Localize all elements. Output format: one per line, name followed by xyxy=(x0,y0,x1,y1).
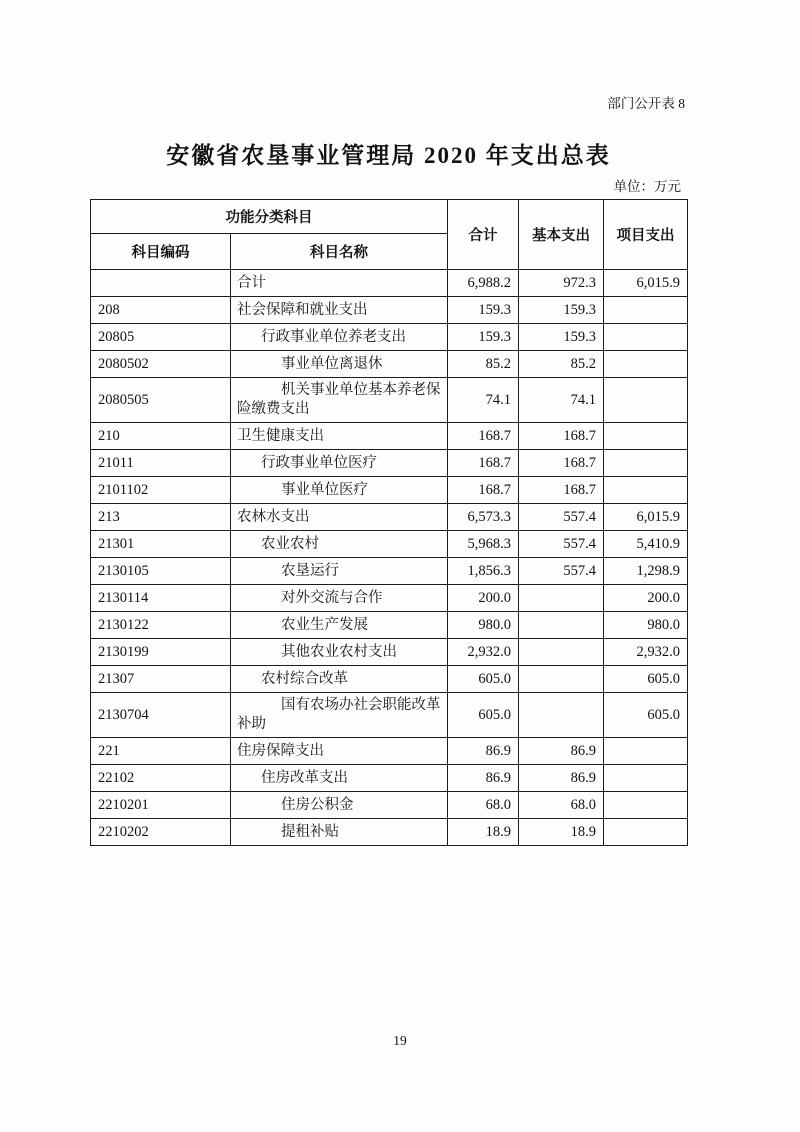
basic-expenditure-cell: 85.2 xyxy=(519,351,604,378)
table-header xyxy=(91,200,688,270)
project-expenditure-cell xyxy=(604,324,688,351)
table-row xyxy=(91,612,688,639)
subject-name-cell: 农林水支出 xyxy=(231,504,448,531)
unit-note: 单位：万元 xyxy=(613,179,681,194)
table-row xyxy=(91,639,688,666)
total-cell: 6,988.2 xyxy=(448,270,519,297)
subject-name-cell: 提租补贴 xyxy=(231,819,448,846)
subject-name-cell: 社会保障和就业支出 xyxy=(231,297,448,324)
subject-code-cell xyxy=(91,270,231,297)
project-expenditure-cell xyxy=(604,351,688,378)
table-row xyxy=(91,504,688,531)
project-expenditure-cell: 6,015.9 xyxy=(604,270,688,297)
expenditure-table xyxy=(90,199,688,846)
project-expenditure-cell xyxy=(604,423,688,450)
table-row xyxy=(91,270,688,297)
subject-name-cell: 对外交流与合作 xyxy=(231,585,448,612)
total-cell: 86.9 xyxy=(448,765,519,792)
table-row xyxy=(91,378,688,423)
basic-expenditure-cell: 159.3 xyxy=(519,297,604,324)
subject-code-cell: 22102 xyxy=(91,765,231,792)
basic-expenditure-cell: 86.9 xyxy=(519,738,604,765)
subject-code-cell: 2130105 xyxy=(91,558,231,585)
project-expenditure-cell xyxy=(604,765,688,792)
subject-name-cell: 行政事业单位医疗 xyxy=(231,450,448,477)
subject-name-cell: 事业单位医疗 xyxy=(231,477,448,504)
project-expenditure-cell: 605.0 xyxy=(604,693,688,738)
basic-expenditure-cell xyxy=(519,666,604,693)
project-expenditure-cell xyxy=(604,477,688,504)
header-subject-code: 科目编码 xyxy=(91,234,231,270)
basic-expenditure-cell: 68.0 xyxy=(519,792,604,819)
table-row xyxy=(91,477,688,504)
subject-code-cell: 2210201 xyxy=(91,792,231,819)
project-expenditure-cell: 1,298.9 xyxy=(604,558,688,585)
subject-name-cell: 农业生产发展 xyxy=(231,612,448,639)
subject-code-cell: 2080505 xyxy=(91,378,231,423)
table-row xyxy=(91,531,688,558)
basic-expenditure-cell: 557.4 xyxy=(519,558,604,585)
basic-expenditure-cell: 86.9 xyxy=(519,765,604,792)
basic-expenditure-cell: 159.3 xyxy=(519,324,604,351)
table-row xyxy=(91,666,688,693)
document-page xyxy=(90,0,687,846)
subject-code-cell: 2130114 xyxy=(91,585,231,612)
project-expenditure-cell: 980.0 xyxy=(604,612,688,639)
subject-code-cell: 2130704 xyxy=(91,693,231,738)
table-row xyxy=(91,765,688,792)
subject-code-cell: 21301 xyxy=(91,531,231,558)
basic-expenditure-cell: 18.9 xyxy=(519,819,604,846)
basic-expenditure-cell: 972.3 xyxy=(519,270,604,297)
subject-name-cell: 其他农业农村支出 xyxy=(231,639,448,666)
project-expenditure-cell: 200.0 xyxy=(604,585,688,612)
header-subject-name: 科目名称 xyxy=(231,234,448,270)
basic-expenditure-cell xyxy=(519,585,604,612)
project-expenditure-cell: 6,015.9 xyxy=(604,504,688,531)
subject-name-cell: 国有农场办社会职能改革补助 xyxy=(231,693,448,738)
total-cell: 605.0 xyxy=(448,693,519,738)
table-row xyxy=(91,738,688,765)
basic-expenditure-cell: 168.7 xyxy=(519,477,604,504)
project-expenditure-cell: 605.0 xyxy=(604,666,688,693)
subject-name-cell: 农垦运行 xyxy=(231,558,448,585)
table-row xyxy=(91,423,688,450)
table-row xyxy=(91,693,688,738)
project-expenditure-cell xyxy=(604,297,688,324)
total-cell: 168.7 xyxy=(448,477,519,504)
total-cell: 168.7 xyxy=(448,450,519,477)
project-expenditure-cell: 5,410.9 xyxy=(604,531,688,558)
subject-code-cell: 221 xyxy=(91,738,231,765)
total-cell: 6,573.3 xyxy=(448,504,519,531)
page-number: 19 xyxy=(393,1033,407,1048)
basic-expenditure-cell: 557.4 xyxy=(519,531,604,558)
subject-code-cell: 210 xyxy=(91,423,231,450)
total-cell: 980.0 xyxy=(448,612,519,639)
table-body xyxy=(91,270,688,846)
subject-code-cell: 208 xyxy=(91,297,231,324)
subject-name-cell: 住房公积金 xyxy=(231,792,448,819)
subject-name-cell: 住房保障支出 xyxy=(231,738,448,765)
project-expenditure-cell: 2,932.0 xyxy=(604,639,688,666)
total-cell: 159.3 xyxy=(448,297,519,324)
subject-code-cell: 20805 xyxy=(91,324,231,351)
total-cell: 85.2 xyxy=(448,351,519,378)
basic-expenditure-cell: 168.7 xyxy=(519,423,604,450)
subject-code-cell: 2130199 xyxy=(91,639,231,666)
header-project-expenditure: 项目支出 xyxy=(604,200,688,270)
header-function-category: 功能分类科目 xyxy=(91,200,448,234)
subject-code-cell: 21011 xyxy=(91,450,231,477)
table-row xyxy=(91,585,688,612)
total-cell: 68.0 xyxy=(448,792,519,819)
basic-expenditure-cell: 168.7 xyxy=(519,450,604,477)
total-cell: 74.1 xyxy=(448,378,519,423)
basic-expenditure-cell xyxy=(519,612,604,639)
subject-code-cell: 2210202 xyxy=(91,819,231,846)
project-expenditure-cell xyxy=(604,819,688,846)
doc-label: 部门公开表 8 xyxy=(607,96,685,111)
total-cell: 159.3 xyxy=(448,324,519,351)
total-cell: 605.0 xyxy=(448,666,519,693)
subject-code-cell: 21307 xyxy=(91,666,231,693)
subject-name-cell: 卫生健康支出 xyxy=(231,423,448,450)
total-cell: 2,932.0 xyxy=(448,639,519,666)
project-expenditure-cell xyxy=(604,378,688,423)
basic-expenditure-cell: 557.4 xyxy=(519,504,604,531)
total-cell: 200.0 xyxy=(448,585,519,612)
subject-code-cell: 2080502 xyxy=(91,351,231,378)
subject-name-cell: 住房改革支出 xyxy=(231,765,448,792)
basic-expenditure-cell xyxy=(519,639,604,666)
table-row xyxy=(91,558,688,585)
total-cell: 5,968.3 xyxy=(448,531,519,558)
subject-name-cell: 农业农村 xyxy=(231,531,448,558)
table-row xyxy=(91,351,688,378)
subject-name-cell: 行政事业单位养老支出 xyxy=(231,324,448,351)
subject-code-cell: 213 xyxy=(91,504,231,531)
subject-code-cell: 2130122 xyxy=(91,612,231,639)
table-row xyxy=(91,297,688,324)
subject-name-cell: 合计 xyxy=(231,270,448,297)
table-row xyxy=(91,819,688,846)
total-cell: 1,856.3 xyxy=(448,558,519,585)
basic-expenditure-cell xyxy=(519,693,604,738)
subject-name-cell: 事业单位离退休 xyxy=(231,351,448,378)
table-row xyxy=(91,792,688,819)
page-title: 安徽省农垦事业管理局 2020 年支出总表 xyxy=(166,143,611,168)
total-cell: 168.7 xyxy=(448,423,519,450)
project-expenditure-cell xyxy=(604,792,688,819)
subject-name-cell: 机关事业单位基本养老保险缴费支出 xyxy=(231,378,448,423)
subject-name-cell: 农村综合改革 xyxy=(231,666,448,693)
table-row xyxy=(91,324,688,351)
subject-code-cell: 2101102 xyxy=(91,477,231,504)
header-total: 合计 xyxy=(448,200,519,270)
table-row xyxy=(91,450,688,477)
project-expenditure-cell xyxy=(604,450,688,477)
basic-expenditure-cell: 74.1 xyxy=(519,378,604,423)
header-basic-expenditure: 基本支出 xyxy=(519,200,604,270)
project-expenditure-cell xyxy=(604,738,688,765)
total-cell: 18.9 xyxy=(448,819,519,846)
total-cell: 86.9 xyxy=(448,738,519,765)
